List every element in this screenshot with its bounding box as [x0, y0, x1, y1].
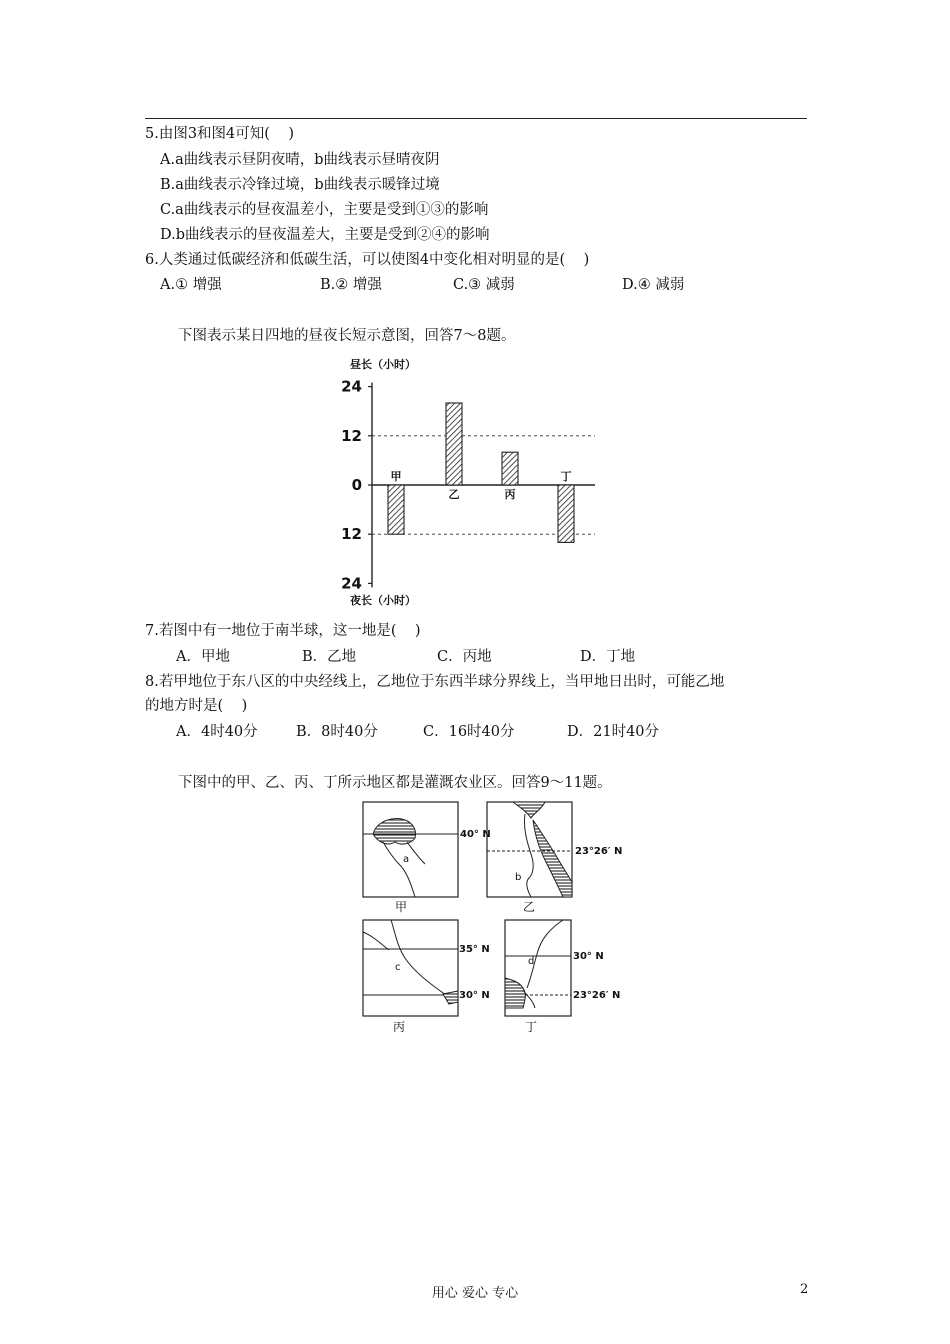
bar-day-2: [502, 452, 518, 485]
map-yi-letter: b: [515, 872, 522, 883]
intro-questions-9-11: 下图中的甲、乙、丙、丁所示地区都是灌溉农业区。回答9～11题。: [178, 775, 612, 791]
map-bing: [363, 920, 490, 1034]
q8-option-c: C．16时40分: [423, 724, 515, 740]
map-bing-letter: c: [395, 962, 401, 973]
q6-option-b: B.② 增强: [320, 277, 382, 293]
map-ding-caption: 丁: [525, 1020, 538, 1034]
tick-label-1: 12: [341, 426, 362, 445]
tick-label-2: 0: [351, 476, 362, 494]
map-ding-latitude-top: 30° N: [573, 951, 604, 962]
y-label-day: 昼长（小时）: [350, 358, 416, 371]
day-night-length-chart: [330, 352, 620, 612]
q7-stem: 7.若图中有一地位于南半球，这一地是( ): [145, 623, 421, 639]
q6-option-a: A.① 增强: [160, 277, 222, 293]
q5-stem: 5.由图3和图4可知( ): [145, 126, 295, 142]
q5-option-a: A.a曲线表示昼阴夜晴，b曲线表示昼晴夜阴: [160, 152, 440, 168]
q8-option-b: B．8时40分: [296, 724, 378, 740]
header-rule: [145, 118, 807, 119]
q8-stem-line1: 8.若甲地位于东八区的中央经线上，乙地位于东西半球分界线上，当甲地日出时，可能乙地: [145, 674, 725, 690]
category-label-3: 丁: [560, 470, 572, 483]
q7-option-a: A．甲地: [176, 649, 230, 665]
tick-label-4: 24: [341, 574, 362, 593]
q8-option-d: D．21时40分: [567, 724, 660, 740]
q6-option-d: D.④ 减弱: [622, 277, 685, 293]
map-jia: [363, 802, 491, 914]
map-ding: [505, 920, 620, 1034]
map-yi-caption: 乙: [523, 900, 536, 914]
bar-night-3: [558, 485, 574, 542]
q7-option-d: D．丁地: [580, 649, 636, 665]
map-jia-latitude: 40° N: [460, 829, 491, 840]
bar-night-0: [388, 485, 404, 534]
q5-option-d: D.b曲线表示的昼夜温差大，主要是受到②④的影响: [160, 227, 490, 243]
category-label-1: 乙: [448, 488, 460, 501]
q8-option-a: A．4时40分: [176, 724, 258, 740]
map-ding-latitude-bottom: 23°26′ N: [573, 990, 621, 1001]
map-jia-letter: a: [403, 854, 410, 865]
y-label-night: 夜长（小时）: [350, 594, 416, 607]
map-bing-latitude-bottom: 30° N: [459, 990, 490, 1001]
q7-option-c: C．丙地: [437, 649, 492, 665]
page-footer: 用心 爱心 专心: [431, 1286, 519, 1301]
map-ding-letter: d: [528, 956, 535, 967]
bar-day-1: [446, 403, 462, 485]
intro-questions-7-8: 下图表示某日四地的昼夜长短示意图，回答7～8题。: [178, 328, 516, 344]
tick-label-3: 12: [341, 525, 362, 544]
page-number: 2: [800, 1282, 809, 1297]
map-bing-latitude-top: 35° N: [459, 944, 490, 955]
map-yi: [487, 802, 622, 914]
tick-label-0: 24: [341, 377, 362, 396]
map-jia-caption: 甲: [395, 900, 408, 914]
category-label-0: 甲: [390, 470, 402, 483]
map-bing-caption: 丙: [393, 1020, 406, 1034]
q5-option-b: B.a曲线表示冷锋过境，b曲线表示暖锋过境: [160, 177, 440, 193]
map-yi-latitude: 23°26′ N: [575, 846, 623, 857]
q6-option-c: C.③ 减弱: [453, 277, 515, 293]
irrigation-maps-figure: [355, 798, 655, 1042]
q5-option-c: C.a曲线表示的昼夜温差小，主要是受到①③的影响: [160, 202, 489, 218]
q6-stem: 6.人类通过低碳经济和低碳生活，可以使图4中变化相对明显的是( ): [145, 252, 590, 268]
category-label-2: 丙: [504, 488, 516, 501]
q7-option-b: B．乙地: [302, 649, 357, 665]
q8-stem-line2: 的地方时是( ): [145, 698, 248, 714]
